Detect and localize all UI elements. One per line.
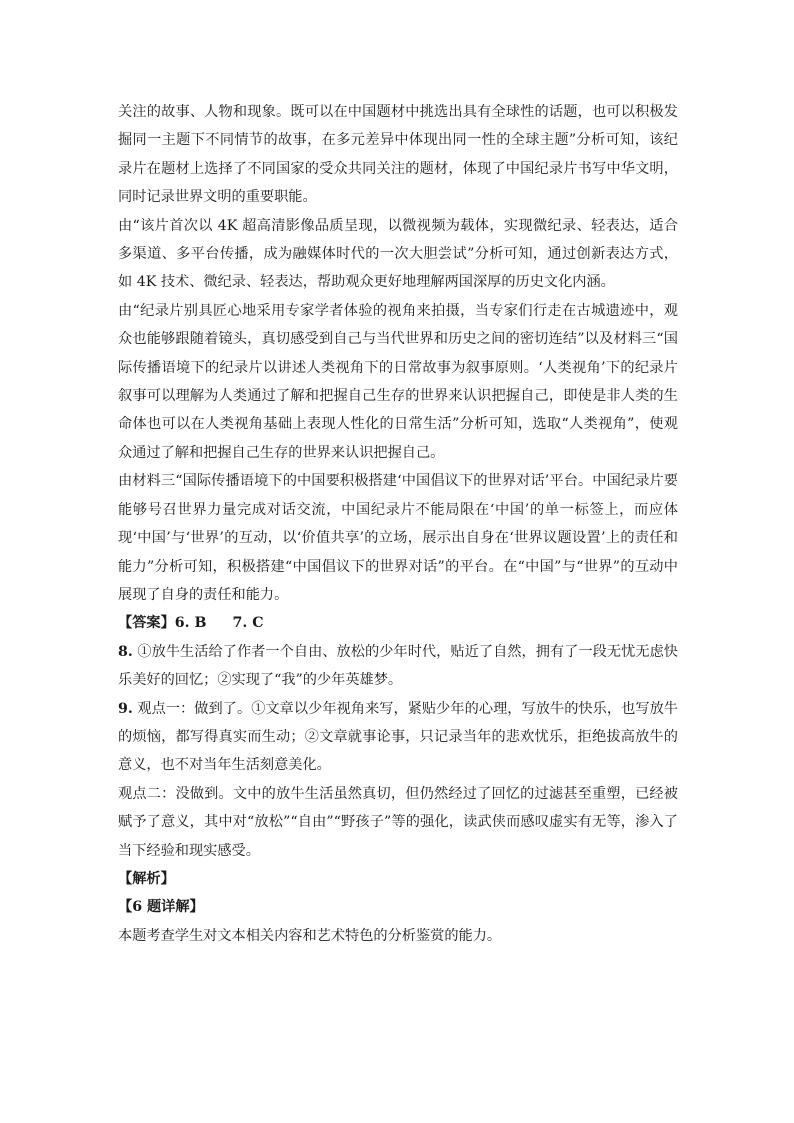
analysis-label: 【解析】 <box>118 870 175 887</box>
answer-item-7: 7. C <box>232 615 264 632</box>
answer-label: 【答案】6. B <box>118 615 207 632</box>
question-9-viewpoint-2: 观点二：没做到。文中的放牛生活虽然真切，但仍然经过了回忆的过滤甚至重塑，已经被赋予了意义，其中对“放松”“自由”“野孩子”等的强化，读武侠而感叹虚实有无等，渗入了当下经验和现实感受。 <box>118 785 678 859</box>
paragraph-3: 由“纪录片别具匠心地采用专家学者体验的视角来拍摄，当专家们行走在古城遗迹中，观众也能够跟随着镜头，真切感受到自己与当代世界和历史之间的密切连结”以及材料三“国际传播语境下的纪录片以讲述人类视角下的日常故事为叙事原则。‘人类视角’下的纪录片叙事可以理解为人类通过了解和把握自己生存的世界来认识把握自己，即使是非人类的生命体也可以在人类视角基础上表现人性化的日常生活”分析可知，选取“人类视角”，使观众通过了解和把握自己生存的世界来认识把握自己。 <box>118 302 678 461</box>
detail-label: 【6 题详解】 <box>118 899 204 916</box>
document-page <box>118 98 678 950</box>
question-8-number: 8. <box>118 643 133 660</box>
question-9-number: 9. <box>118 700 133 717</box>
answer-line <box>118 609 678 637</box>
paragraph-2: 由“该片首次以 4K 超高清影像品质呈现，以微视频为载体，实现微纪录、轻表达，适合多渠道、多平台传播，成为融媒体时代的一次大胆尝试”分析可知，通过创新表达方式，如 4K 技术、微纪录、轻表达，帮助观众更好地理解两国深厚的历史文化内涵。 <box>118 217 678 291</box>
paragraph-1: 关注的故事、人物和现象。既可以在中国题材中挑选出具有全球性的话题，也可以积极发掘同一主题下不同情节的故事，在多元差异中体现出同一性的全球主题”分析可知，该纪录片在题材上选择了不同国家的受众共同关注的题材，体现了中国纪录片书写中华文明，同时记录世界文明的重要职能。 <box>118 104 678 206</box>
detail-text: 本题考查学生对文本相关内容和艺术特色的分析鉴赏的能力。 <box>118 927 502 944</box>
question-9-answer <box>118 695 678 780</box>
paragraph-4: 由材料三“国际传播语境下的中国要积极搭建‘中国倡议下的世界对话’平台。中国纪录片要能够号召世界力量完成对话交流，中国纪录片不能局限在‘中国’的单一标签上，而应体现‘中国’与‘世界’的互动，以‘价值共享’的立场，展示出自身在‘世界议题设置’上的责任和能力”分析可知，积极搭建“中国倡议下的世界对话”的平台。在“中国”与“世界”的互动中展现了自身的责任和能力。 <box>118 473 678 603</box>
question-8-text: ①放牛生活给了作者一个自由、放松的少年时代，贴近了自然，拥有了一段无忧无虑快乐美好的回忆；②实现了“我”的少年英雄梦。 <box>118 643 678 689</box>
question-9-text: 观点一：做到了。①文章以少年视角来写，紧贴少年的心理，写放牛的快乐，也写放牛的烦恼，都写得真实而生动；②文章就事论事，只记录当年的悲欢忧乐，拒绝拔高放牛的意义，也不对当年生活刻意美化。 <box>118 700 678 774</box>
question-8-answer <box>118 638 678 695</box>
